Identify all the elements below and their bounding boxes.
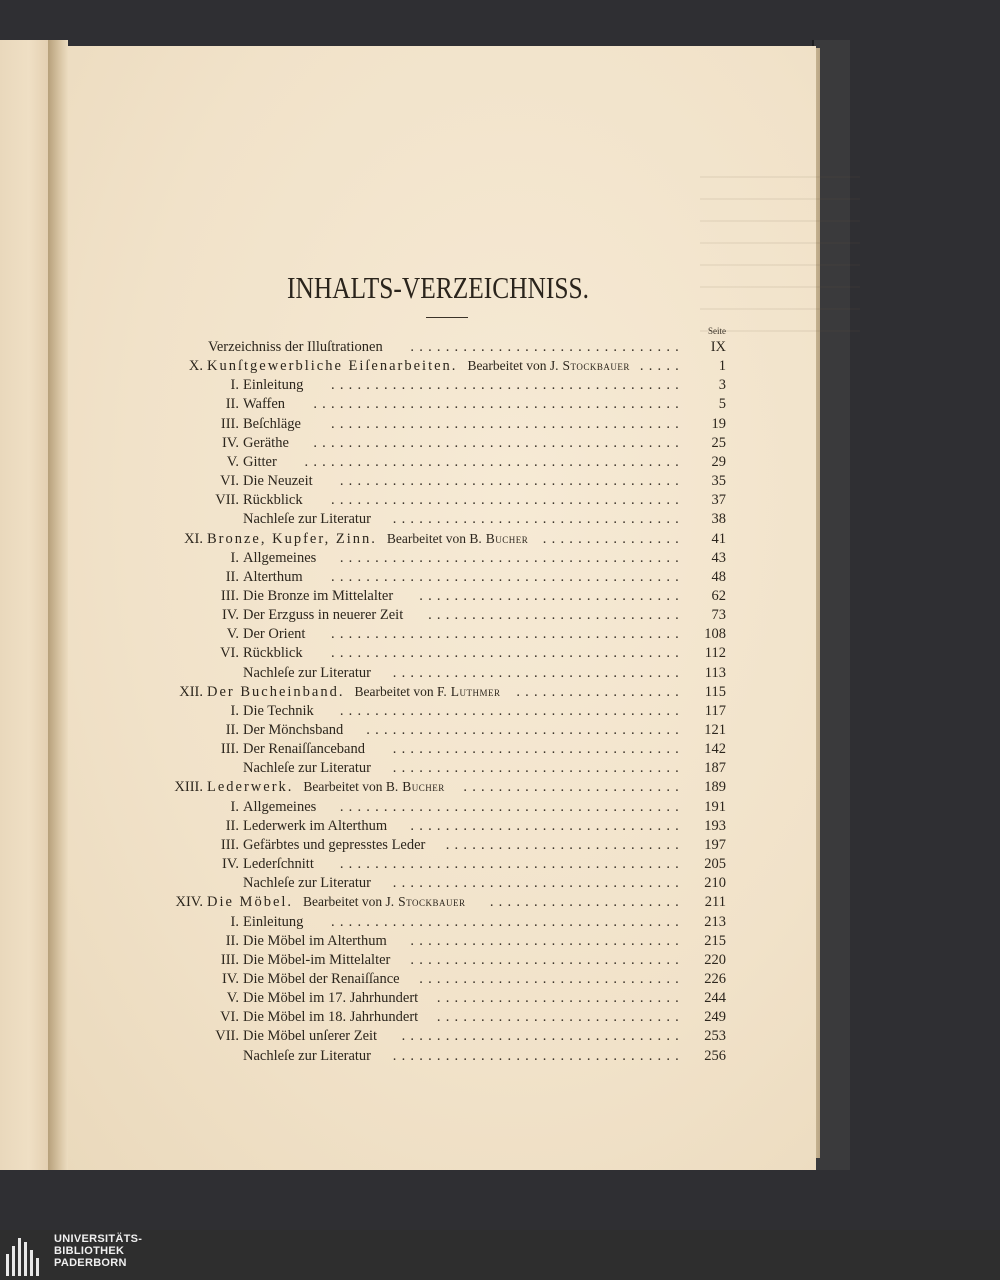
toc-entry [150, 665, 726, 684]
toc-entry-title [243, 914, 303, 931]
toc-entry-page: 210 [704, 875, 726, 892]
toc-entry-number: I. [230, 913, 239, 930]
toc-entry-text: Gitter [243, 453, 277, 470]
toc-entry-text: Nachleſe zur Literatur [243, 760, 372, 777]
toc-entry-page: 211 [704, 894, 726, 911]
toc-entry-title [243, 492, 303, 509]
toc-leader-dots: ................................. [392, 741, 684, 758]
toc-entry-text: Lederſchnitt [243, 856, 314, 873]
toc-entry-text: Einleitung [243, 377, 304, 394]
toc-leader-dots: ....................................... [339, 856, 684, 873]
toc-entry-page: 191 [704, 798, 726, 815]
toc-entry [150, 396, 726, 415]
toc-leader-dots: ................ [542, 530, 684, 547]
toc-entry-page: 19 [711, 415, 726, 432]
toc-entry-number: II. [225, 722, 239, 738]
toc-leader-dots: ................................. [392, 511, 684, 528]
toc-entry-text: Allgemeines [243, 549, 317, 566]
toc-entry [150, 588, 726, 607]
toc-entry [150, 779, 726, 798]
toc-entry-title [243, 435, 289, 452]
toc-entry [150, 914, 726, 933]
toc-entry-title [243, 818, 387, 835]
toc-entry [150, 894, 726, 913]
toc-entry-text: Die Möbel der Renaiſſance [243, 970, 400, 987]
toc-entry-number: VII. [215, 1028, 239, 1045]
toc-entry [150, 760, 726, 779]
toc-leader-dots: ............................... [410, 932, 684, 949]
toc-entry [150, 818, 726, 837]
toc-entry [150, 550, 726, 569]
toc-entry-text: Die Technik [243, 702, 314, 719]
toc-entry-number: V. [226, 453, 239, 470]
toc-leader-dots: ........................................ [331, 645, 684, 662]
toc-entry-title [207, 358, 630, 375]
toc-entry-title [243, 952, 390, 969]
toc-entry-number: XI. [184, 530, 203, 547]
toc-entry-title [243, 703, 314, 720]
toc-entry-text: Die Bronze im Mittelalter [243, 587, 394, 604]
toc-entry-author-prefix: Bearbeitet von J. [303, 894, 395, 910]
toc-entry-title [243, 511, 371, 528]
toc-entry-text: Gefärbtes und gepresstes Leder [243, 836, 426, 853]
toc-entry-number: VI. [220, 1009, 239, 1026]
toc-entry-text: Die Neuzeit [243, 473, 313, 490]
toc-entry-title [208, 339, 383, 356]
toc-entry-title [243, 990, 418, 1007]
toc-entry-title [243, 971, 400, 988]
toc-entry [150, 856, 726, 875]
toc-entry-number: III. [220, 741, 239, 758]
toc-entry-page: 112 [704, 645, 726, 662]
toc-entry [150, 1048, 726, 1067]
seite-label: Seite [708, 326, 726, 336]
toc-entry-number: XIII. [174, 779, 203, 796]
toc-entry-author: Luthmer [450, 683, 501, 699]
toc-entry [150, 416, 726, 435]
toc-entry-text: Der Renaiſſanceband [243, 741, 365, 758]
toc-entry-number: IV. [221, 434, 239, 451]
toc-leader-dots: .................................... [366, 722, 684, 738]
toc-entry-page: 253 [704, 1028, 726, 1045]
toc-entry [150, 473, 726, 492]
toc-entry-text: Die Möbel im 17. Jahrhundert [243, 990, 419, 1007]
toc-entry-number: III. [220, 951, 239, 968]
toc-entry-page: 249 [704, 1009, 726, 1026]
toc-entry-page: IX [710, 339, 726, 355]
toc-entry-title [243, 1048, 371, 1065]
toc-entry-author: Bucher [485, 530, 529, 546]
toc-entry [150, 703, 726, 722]
toc-entry-number: III. [220, 587, 239, 604]
toc-entry-page: 37 [711, 492, 726, 509]
toc-entry [150, 799, 726, 818]
toc-entry-title [243, 416, 301, 433]
toc-entry-title [207, 779, 445, 796]
toc-entry-title [243, 569, 303, 586]
toc-entry [150, 531, 726, 550]
toc-entry-author: Stockbauer [562, 358, 630, 374]
toc-leader-dots: ............................. [428, 607, 684, 624]
toc-entry-page: 43 [711, 549, 726, 566]
toc-entry-author-prefix: Bearbeitet von B. [386, 530, 482, 546]
toc-entry-number: V. [226, 626, 239, 643]
toc-entry-text: Bronze, Kupfer, Zinn. [207, 530, 377, 547]
toc-entry-title [243, 550, 316, 567]
toc-entry [150, 933, 726, 952]
toc-leader-dots: ........................................ [331, 626, 684, 643]
toc-leader-dots: ............................... [410, 817, 684, 834]
toc-entry-title [207, 684, 501, 701]
page-title: INHALTS-VERZEICHNISS. [287, 270, 589, 305]
toc-leader-dots: ........................................ [331, 377, 684, 394]
toc-entry-text: Einleitung [243, 913, 304, 930]
toc-entry-title [243, 1009, 418, 1026]
toc-leader-dots: ............................ [436, 990, 684, 1007]
toc-entry-title [243, 875, 371, 892]
toc-entry-text: Beſchläge [243, 415, 301, 432]
toc-entry-number: VI. [220, 473, 239, 490]
toc-leader-dots: .......................................... [313, 434, 684, 451]
toc-leader-dots: ....................................... [339, 798, 684, 815]
toc-entry [150, 339, 726, 358]
toc-entry-number: VI. [220, 645, 239, 662]
toc-leader-dots: ....................................... [339, 549, 684, 566]
toc-entry-text: Alterthum [243, 568, 303, 585]
toc-entry-page: 244 [704, 990, 726, 1007]
toc-leader-dots: ..... [639, 358, 684, 375]
toc-entry-text: Lederwerk im Alterthum [243, 817, 388, 834]
toc-entry-page: 193 [704, 817, 726, 834]
toc-entry-text: Nachleſe zur Literatur [243, 1047, 372, 1064]
toc-entry [150, 875, 726, 894]
toc-entry-number: III. [220, 836, 239, 853]
toc-entry-text: Kunſtgewerbliche Eiſenarbeiten. [207, 358, 458, 375]
toc-entry-number: V. [226, 990, 239, 1007]
toc-entry-text: Nachleſe zur Literatur [243, 875, 372, 892]
toc-entry-text: Waffen [243, 396, 286, 413]
toc-entry-title [243, 837, 425, 854]
toc-entry-title [243, 454, 277, 471]
toc-entry-text: Der Erzguss in neuerer Zeit [243, 607, 404, 624]
toc-entry-number: II. [225, 932, 239, 949]
toc-entry-page: 3 [718, 377, 726, 394]
toc-entry-page: 1 [718, 358, 726, 375]
toc-entry-author: Bucher [402, 779, 445, 795]
toc-entry-title [243, 856, 314, 873]
toc-entry-page: 115 [704, 683, 726, 700]
toc-entry-page: 62 [711, 587, 726, 604]
toc-entry-page: 256 [704, 1047, 726, 1064]
toc-entry-author-prefix: Bearbeitet von F. [354, 683, 447, 699]
toc-leader-dots: ............................... [410, 339, 684, 355]
toc-entry-author: Stockbauer [398, 894, 466, 910]
toc-leader-dots: ....................................... [339, 702, 684, 719]
toc-entry [150, 990, 726, 1009]
toc-entry-text: Rückblick [243, 492, 303, 509]
toc-entry-number: VII. [215, 492, 239, 509]
toc-entry-number: IV. [221, 607, 239, 624]
toc-leader-dots: .............................. [419, 970, 684, 987]
toc-entry-title [243, 760, 371, 777]
toc-entry-title [243, 933, 387, 950]
toc-entry-text: Lederwerk. [207, 779, 294, 796]
toc-entry-title [243, 1028, 377, 1045]
toc-leader-dots: ........................................ [331, 913, 684, 930]
toc-entry-number: II. [225, 817, 239, 834]
toc-entry-title [243, 665, 371, 682]
toc-entry-title [243, 473, 313, 490]
toc-entry-page: 215 [704, 932, 726, 949]
toc-entry-page: 213 [704, 913, 726, 930]
toc-entry-page: 142 [704, 741, 726, 758]
toc-entry-title [243, 741, 365, 758]
toc-entry-number: I. [230, 798, 239, 815]
toc-entry-number: II. [225, 396, 239, 413]
toc-entry-title [243, 645, 303, 662]
logo-line-3: PADERBORN [54, 1257, 127, 1269]
toc-leader-dots: .............................. [419, 587, 684, 604]
toc-entry-text: Geräthe [243, 434, 289, 451]
toc-leader-dots: ........................................... [304, 453, 684, 470]
toc-entry [150, 837, 726, 856]
toc-entry [150, 454, 726, 473]
toc-entry-text: Die Möbel. [207, 894, 294, 911]
toc-entry [150, 358, 726, 377]
toc-entry-page: 73 [711, 607, 726, 624]
toc-entry-page: 41 [711, 530, 726, 547]
toc-leader-dots: ................................. [392, 1047, 684, 1064]
toc-entry-page: 38 [711, 511, 726, 528]
toc-leader-dots: ......................... [463, 779, 684, 796]
toc-entry-text: Die Möbel-im Mittelalter [243, 951, 391, 968]
toc-entry-page: 226 [704, 970, 726, 987]
library-logo-icon [6, 1236, 46, 1276]
toc-entry-page: 29 [711, 453, 726, 470]
toc-entry-author-prefix: Bearbeitet von B. [303, 779, 399, 795]
toc-leader-dots: ........................................ [331, 492, 684, 509]
toc-entry-number: IV. [221, 970, 239, 987]
toc-entry-text: Die Möbel im 18. Jahrhundert [243, 1009, 419, 1026]
toc-entry-number: III. [220, 415, 239, 432]
toc-entry [150, 607, 726, 626]
toc-entry-page: 187 [704, 760, 726, 777]
toc-entry-text: Nachleſe zur Literatur [243, 664, 372, 681]
toc-entry-title [207, 894, 466, 911]
toc-entry-text: Rückblick [243, 645, 303, 662]
toc-entry-text: Die Möbel im Alterthum [243, 932, 387, 949]
toc-entry-page: 205 [704, 856, 726, 873]
toc-entry [150, 645, 726, 664]
logo-line-2: BIBLIOTHEK [54, 1245, 125, 1257]
toc-entry-text: Der Bucheinband. [207, 683, 345, 700]
toc-entry-text: Der Mönchsband [243, 722, 344, 738]
toc-entry-number: I. [230, 702, 239, 719]
toc-entry-author-prefix: Bearbeitet von J. [467, 358, 559, 374]
toc-leader-dots: ........................................ [331, 415, 684, 432]
toc-entry [150, 741, 726, 760]
toc-entry-number: I. [230, 549, 239, 566]
toc-entry-page: 113 [704, 664, 726, 681]
toc-entry-title [207, 531, 528, 548]
toc-entry-number: XIV. [175, 894, 203, 911]
toc-entry-text: Nachleſe zur Literatur [243, 511, 372, 528]
toc-entry-number: X. [188, 358, 203, 375]
toc-leader-dots: ............................... [410, 951, 684, 968]
toc-entry-title [243, 396, 285, 413]
toc-leader-dots: ....................................... [339, 473, 684, 490]
toc-entry-title [243, 799, 316, 816]
toc-entry-page: 48 [711, 568, 726, 585]
toc-leader-dots: ................................. [392, 664, 684, 681]
library-logo-text [54, 1233, 142, 1269]
toc-leader-dots: ................................. [392, 760, 684, 777]
toc-leader-dots: ........................... [445, 836, 684, 853]
toc-entry-page: 117 [704, 702, 726, 719]
toc-entry-title [243, 377, 303, 394]
toc-entry-text: Verzeichniss der Illuſtrationen [208, 339, 383, 355]
toc-entry [150, 435, 726, 454]
toc-entry-page: 5 [718, 396, 726, 413]
toc-entry-page: 108 [704, 626, 726, 643]
toc-entry-page: 35 [711, 473, 726, 490]
toc-leader-dots: ............................ [436, 1009, 684, 1026]
toc-leader-dots: ................................. [392, 875, 684, 892]
toc-entry-title [243, 607, 403, 624]
toc-entry-text: Der Orient [243, 626, 306, 643]
toc-entry-page: 220 [704, 951, 726, 968]
toc-entry-page: 121 [704, 722, 726, 738]
toc-entry [150, 722, 726, 741]
toc-entry-page: 25 [711, 434, 726, 451]
toc-entry-number: I. [230, 377, 239, 394]
toc-leader-dots: ...................... [489, 894, 684, 911]
toc-entry-number: II. [225, 568, 239, 585]
toc-entry-page: 189 [704, 779, 726, 796]
toc-entry [150, 626, 726, 645]
toc-entry [150, 511, 726, 530]
toc-entry [150, 971, 726, 990]
toc-leader-dots: ........................................ [331, 568, 684, 585]
toc-entry-text: Die Möbel unſerer Zeit [243, 1028, 378, 1045]
toc-entry [150, 377, 726, 396]
toc-entry [150, 1028, 726, 1047]
footer-bar [0, 1230, 1000, 1280]
toc-entry-page: 197 [704, 836, 726, 853]
toc-entry [150, 492, 726, 511]
toc-leader-dots: .......................................... [313, 396, 684, 413]
toc-entry-title [243, 626, 305, 643]
toc-entry-number: IV. [221, 856, 239, 873]
toc-entry-title [243, 588, 393, 605]
toc-entry [150, 684, 726, 703]
toc-entry-title [243, 722, 343, 739]
toc-leader-dots: ................................ [401, 1028, 684, 1045]
toc-entry [150, 569, 726, 588]
toc-leader-dots: ................... [516, 683, 684, 700]
toc-entry [150, 1009, 726, 1028]
toc-entry [150, 952, 726, 971]
toc-entry-number: XII. [179, 683, 203, 700]
logo-line-1: UNIVERSITÄTS- [54, 1233, 143, 1245]
toc-entry-text: Allgemeines [243, 798, 317, 815]
